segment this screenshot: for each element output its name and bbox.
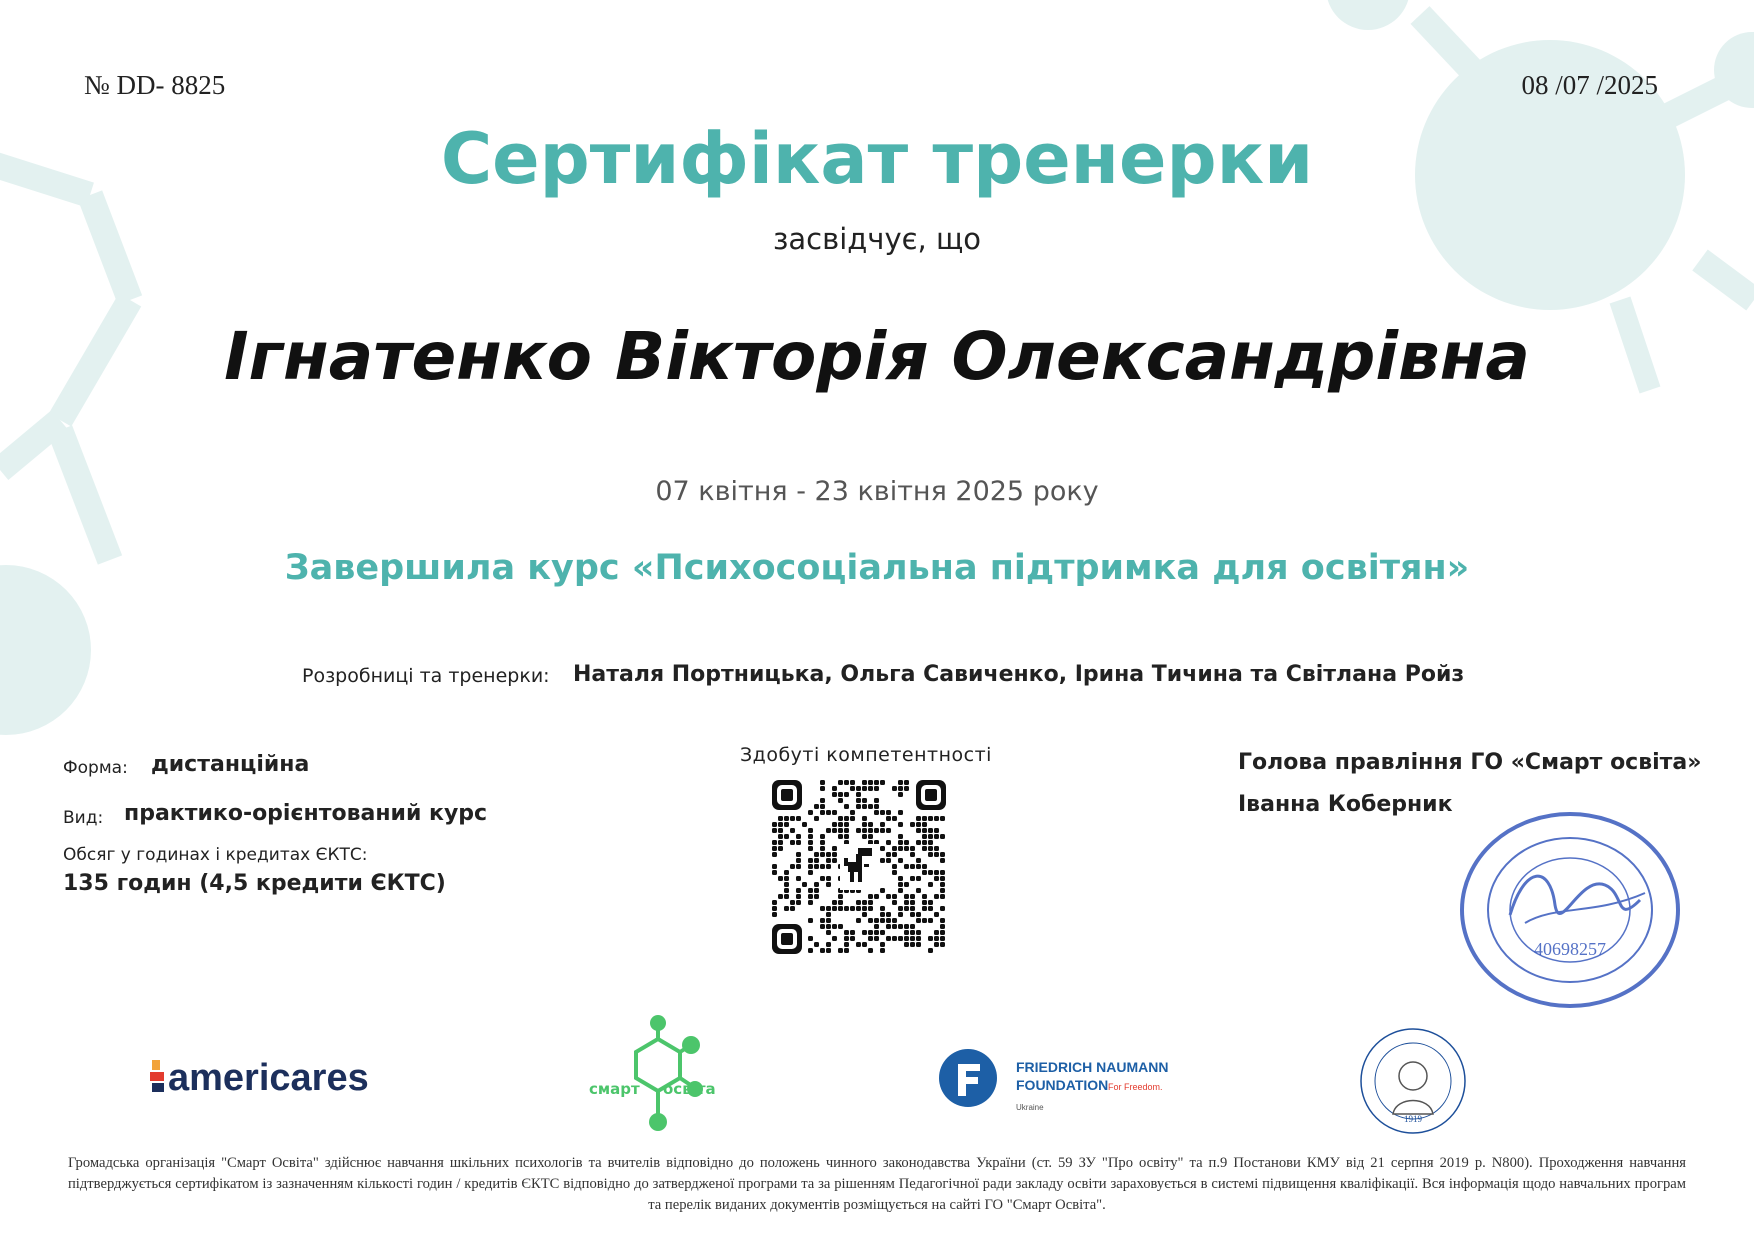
- volume-label: Обсяг у годинах і кредитах ЄКТС:: [63, 845, 368, 865]
- official-stamp: [1455, 805, 1685, 1015]
- smart-osvita-logo: [585, 1015, 735, 1144]
- certificate-title: Сертифікат тренерки: [440, 118, 1314, 200]
- university-year: 1919: [1404, 1114, 1422, 1124]
- form-value: дистанційна: [151, 752, 310, 777]
- signatory-title: Голова правління ГО «Смарт освіта»: [1238, 750, 1702, 775]
- americares-logo: [150, 1050, 400, 1104]
- fnf-line-2: FOUNDATION: [1016, 1077, 1109, 1093]
- type-value: практико-орієнтований курс: [124, 801, 488, 826]
- legal-footer: Громадська організація "Смарт Освіта" здійснює навчання шкільних психологів та вчителів відповідно до положень чинного законодавства України (ст. 59 ЗУ "Про освіту" та п.9 Постанови КМУ від 21 серпня 2019 р. N800). Проходження навчання підтверджується сертифікатом із зазначенням кількості годин / кредитів ЄКТС відповідно до затвердженої програми та за рішенням Педагогічної ради закладу освіти зараховується в системі підвищення кваліфікації. Вся інформація щодо навчальних програм та перелік виданих документів розміщується на сайті ГО "Смарт Освіта".: [68, 1155, 1686, 1213]
- recipient-name: Ігнатенко Вікторія Олександрівна: [224, 318, 1530, 395]
- smart-logo-word-2: освіта: [663, 1080, 716, 1098]
- fnf-country: Ukraine: [1016, 1103, 1044, 1112]
- certificate-subtitle: засвідчує, що: [772, 222, 982, 256]
- type-label: Вид:: [63, 808, 104, 828]
- certificate-number: № DD- 8825: [84, 70, 226, 100]
- university-seal-logo: [1358, 1026, 1468, 1140]
- fnf-tagline: For Freedom.: [1108, 1082, 1163, 1092]
- certificate-date: 08 /07 /2025: [1521, 70, 1658, 100]
- volume-value: 135 годин (4,5 кредити ЄКТС): [63, 871, 446, 896]
- course-title: Завершила курс «Психосоціальна підтримка для освітян»: [284, 548, 1470, 588]
- course-period: 07 квітня - 23 квітня 2025 року: [655, 476, 1099, 507]
- competences-label: Здобуті компетентності: [740, 744, 992, 766]
- smart-logo-word-1: смарт: [589, 1080, 640, 1098]
- developers-names: Наталя Портницька, Ольга Савиченко, Ірина Тичина та Світлана Ройз: [573, 662, 1465, 687]
- signatory-name: Іванна Коберник: [1238, 792, 1453, 817]
- form-label: Форма:: [63, 758, 128, 778]
- americares-logo-text: americares: [168, 1057, 369, 1099]
- competences-qr-code[interactable]: [770, 778, 948, 956]
- stamp-code: 40698257: [1534, 939, 1606, 959]
- fnf-line-1: FRIEDRICH NAUMANN: [1016, 1059, 1169, 1075]
- fnf-logo: [938, 1048, 1178, 1122]
- developers-label: Розробниці та тренерки:: [302, 665, 550, 687]
